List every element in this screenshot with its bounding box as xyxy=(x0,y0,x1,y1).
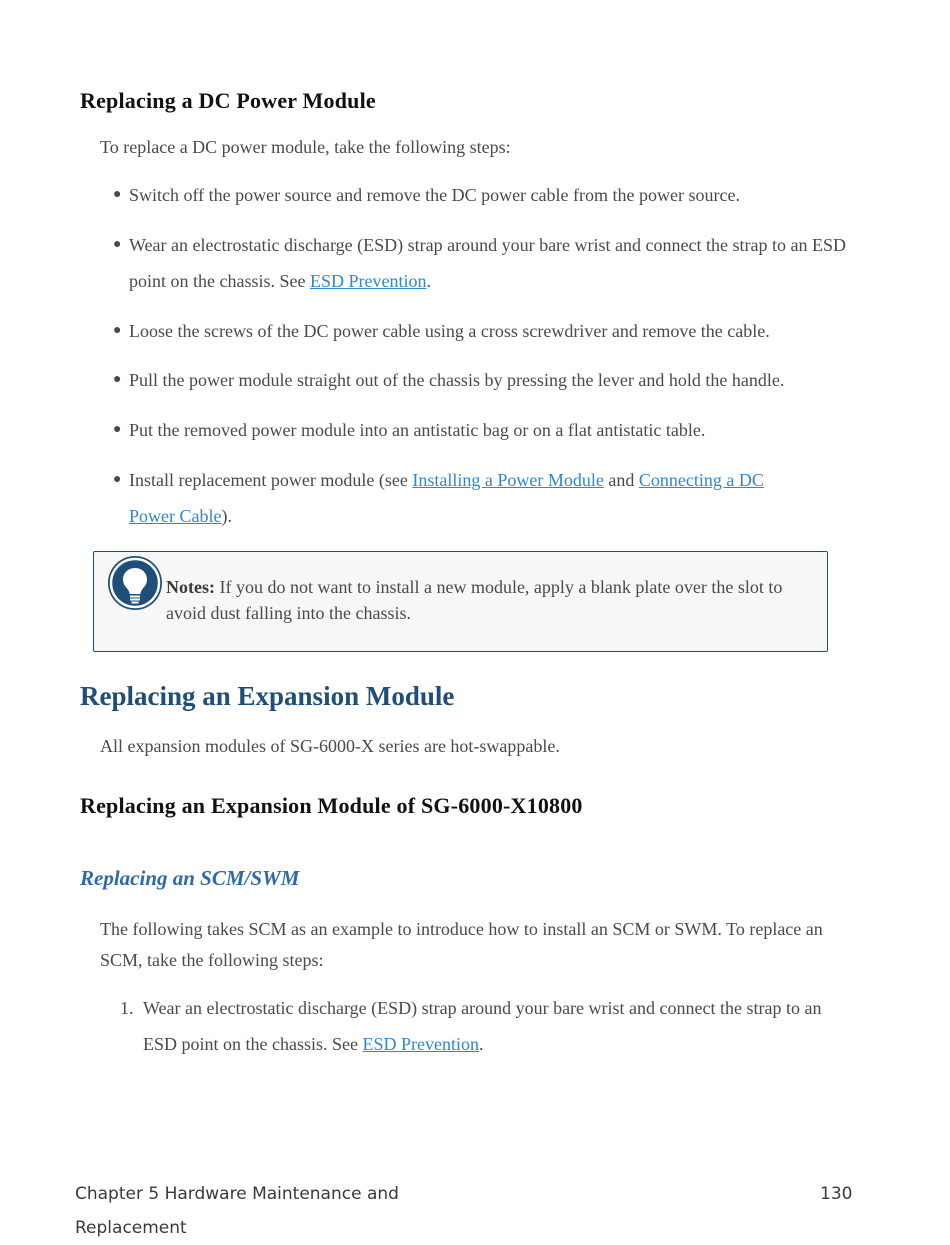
page-number: 130 xyxy=(820,1184,853,1204)
list-item xyxy=(113,227,853,299)
installing-power-module-link[interactable]: Installing a Power Module xyxy=(412,470,604,490)
subsubsection-heading-scm-swm: Replacing an SCM/SWM xyxy=(80,866,300,890)
note-label: Notes: xyxy=(166,577,215,597)
bullet-icon: ● xyxy=(113,472,122,487)
text-run: and xyxy=(603,470,639,490)
section-heading-dc-power: Replacing a DC Power Module xyxy=(80,88,376,113)
scm-intro-paragraph: The following takes SCM as an example to introduce how to install an SCM or SWM. To replace an SCM, take the following steps: xyxy=(100,919,823,970)
list-item-text xyxy=(129,227,853,299)
list-item xyxy=(113,177,853,213)
list-item-text xyxy=(143,990,840,1062)
note-text xyxy=(166,574,806,626)
dc-intro-text: To replace a DC power module, take the following steps: xyxy=(100,137,511,157)
section-heading-expansion-module: Replacing an Expansion Module xyxy=(80,681,455,711)
list-item xyxy=(120,990,840,1062)
subsection-heading-sg6000-x10800: Replacing an Expansion Module of SG-6000-X10800 xyxy=(80,793,583,818)
text-run: . xyxy=(478,1034,484,1054)
text-run: Wear an electrostatic discharge (ESD) strap around your bare wrist and connect the strap to an ESD point on the chassis. See xyxy=(143,998,822,1054)
list-item-text xyxy=(129,462,813,534)
footer-chapter-title: Chapter 5 Hardware Maintenance and Replacement xyxy=(75,1184,399,1238)
esd-prevention-link[interactable]: ESD Prevention xyxy=(309,271,427,291)
list-item xyxy=(113,412,853,448)
expansion-intro-text: All expansion modules of SG-6000-X series are hot-swappable. xyxy=(100,736,560,756)
list-item xyxy=(113,462,813,534)
bullet-icon: ● xyxy=(113,422,122,437)
text-run: Install replacement power module (see xyxy=(129,470,413,490)
esd-prevention-link[interactable]: ESD Prevention xyxy=(362,1034,479,1054)
note-body: If you do not want to install a new module, apply a blank plate over the slot to avoid dust falling into the chassis. xyxy=(166,577,783,623)
note-box xyxy=(93,551,828,652)
list-item-text: Put the removed power module into an antistatic bag or on a flat antistatic table. xyxy=(129,420,706,440)
text-run: ). xyxy=(221,506,232,526)
bullet-icon: ● xyxy=(113,372,122,387)
bullet-icon: ● xyxy=(113,323,122,338)
list-item xyxy=(113,362,853,398)
bullet-icon: ● xyxy=(113,187,122,202)
connecting-dc-power-cable-link[interactable]: Connecting a DC Power Cable xyxy=(129,470,764,526)
list-item-text: Switch off the power source and remove the DC power cable from the power source. xyxy=(129,185,740,205)
list-item xyxy=(113,313,853,349)
text-run: . xyxy=(426,271,431,291)
lightbulb-icon xyxy=(108,556,162,610)
list-item-text: Pull the power module straight out of the chassis by pressing the lever and hold the handle. xyxy=(129,370,785,390)
bullet-icon: ● xyxy=(113,237,122,252)
list-item-text: Loose the screws of the DC power cable using a cross screwdriver and remove the cable. xyxy=(129,321,770,341)
text-run: Wear an electrostatic discharge (ESD) strap around your bare wrist and connect the strap to an ESD point on the chassis. See xyxy=(129,235,846,291)
step-number: 1. xyxy=(120,998,134,1018)
